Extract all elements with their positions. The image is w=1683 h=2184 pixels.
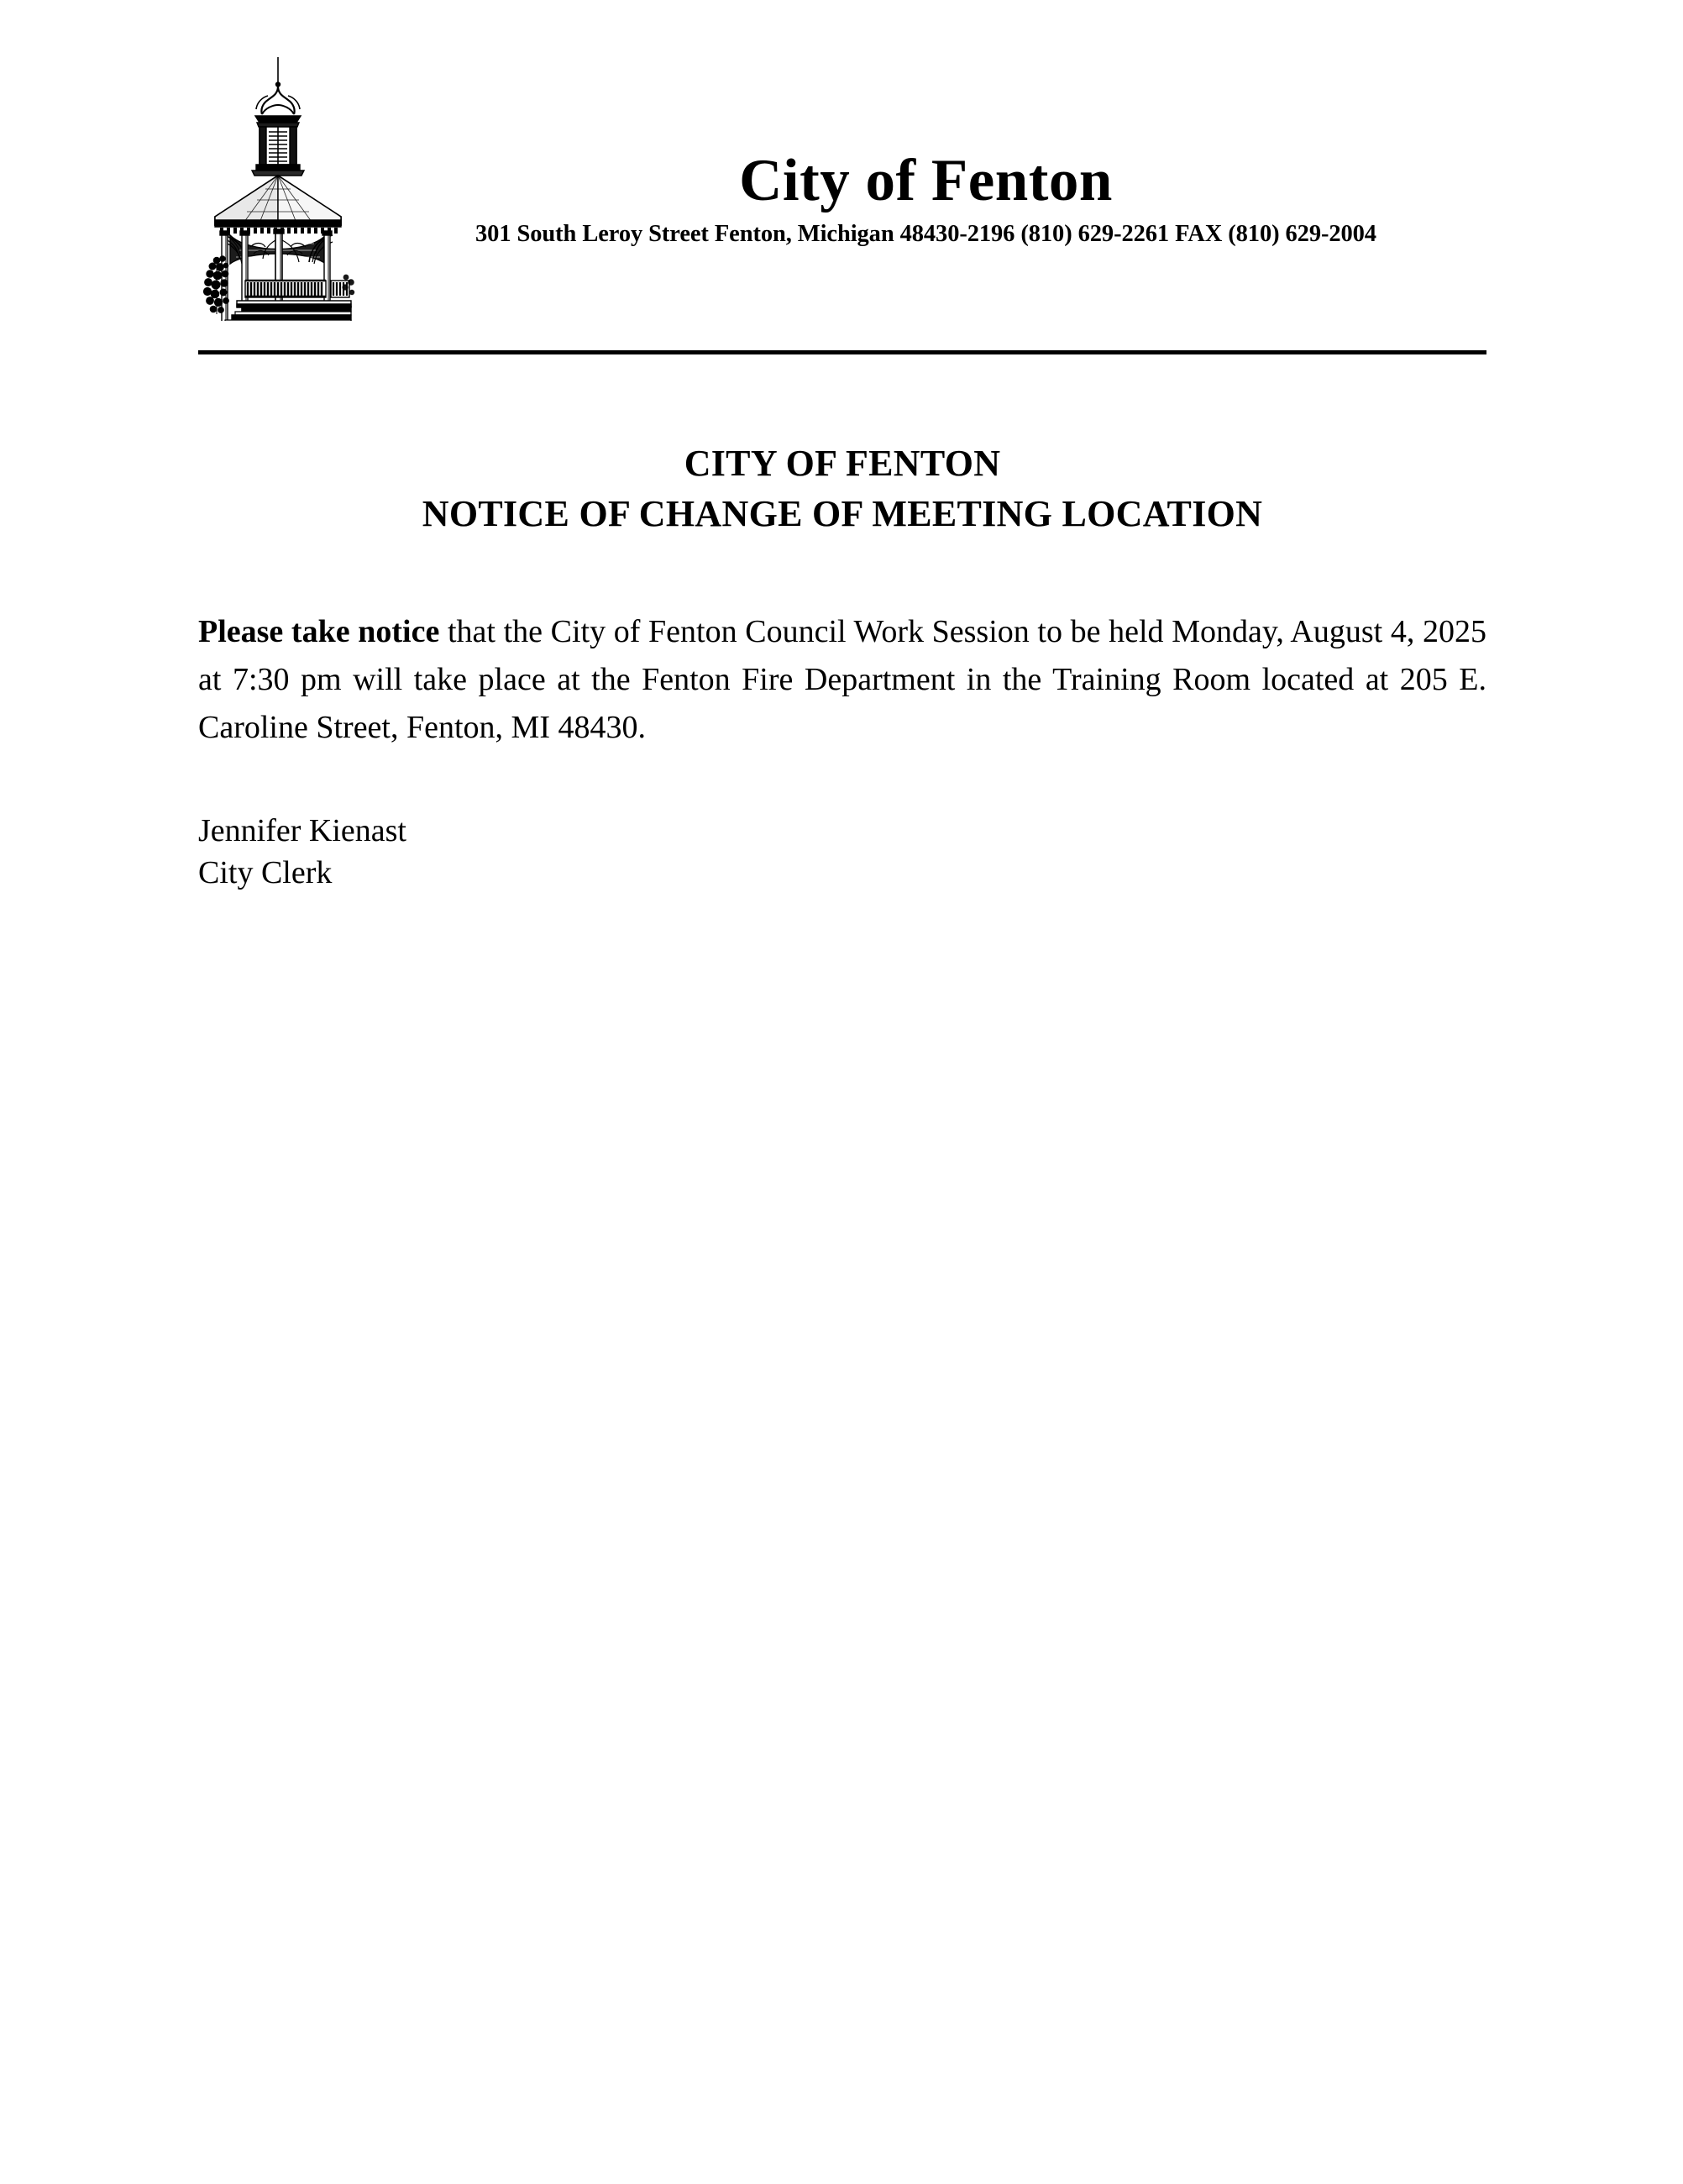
notice-paragraph-text: that the City of Fenton Council Work Session to be held Monday, August 4, 2025 at 7:30 pm will take place at the Fenton Fire Department in the Training Room located at 205 E. Caroline Street, Fenton, MI 48430.: [198, 614, 1486, 745]
title-line-1: CITY OF FENTON: [684, 443, 1001, 484]
letterhead: [0, 0, 1683, 353]
gazebo-logo-icon: [198, 52, 358, 321]
org-address: 301 South Leroy Street Fenton, Michigan 48430-2196 (810) 629-2261 FAX (810) 629-2004: [475, 221, 1376, 247]
notice-lead-text: Please take notice: [198, 614, 440, 649]
masthead: [361, 147, 1491, 249]
org-name: City of Fenton: [739, 148, 1113, 213]
signature-block: [198, 810, 954, 894]
title-line-2: NOTICE OF CHANGE OF MEETING LOCATION: [422, 493, 1263, 534]
signer-name: Jennifer Kienast: [198, 813, 406, 848]
header-divider: [198, 350, 1486, 354]
signer-role: City Clerk: [198, 855, 333, 890]
notice-paragraph: [198, 608, 1486, 752]
document-title: [198, 438, 1486, 539]
notice-body: [198, 608, 1486, 752]
